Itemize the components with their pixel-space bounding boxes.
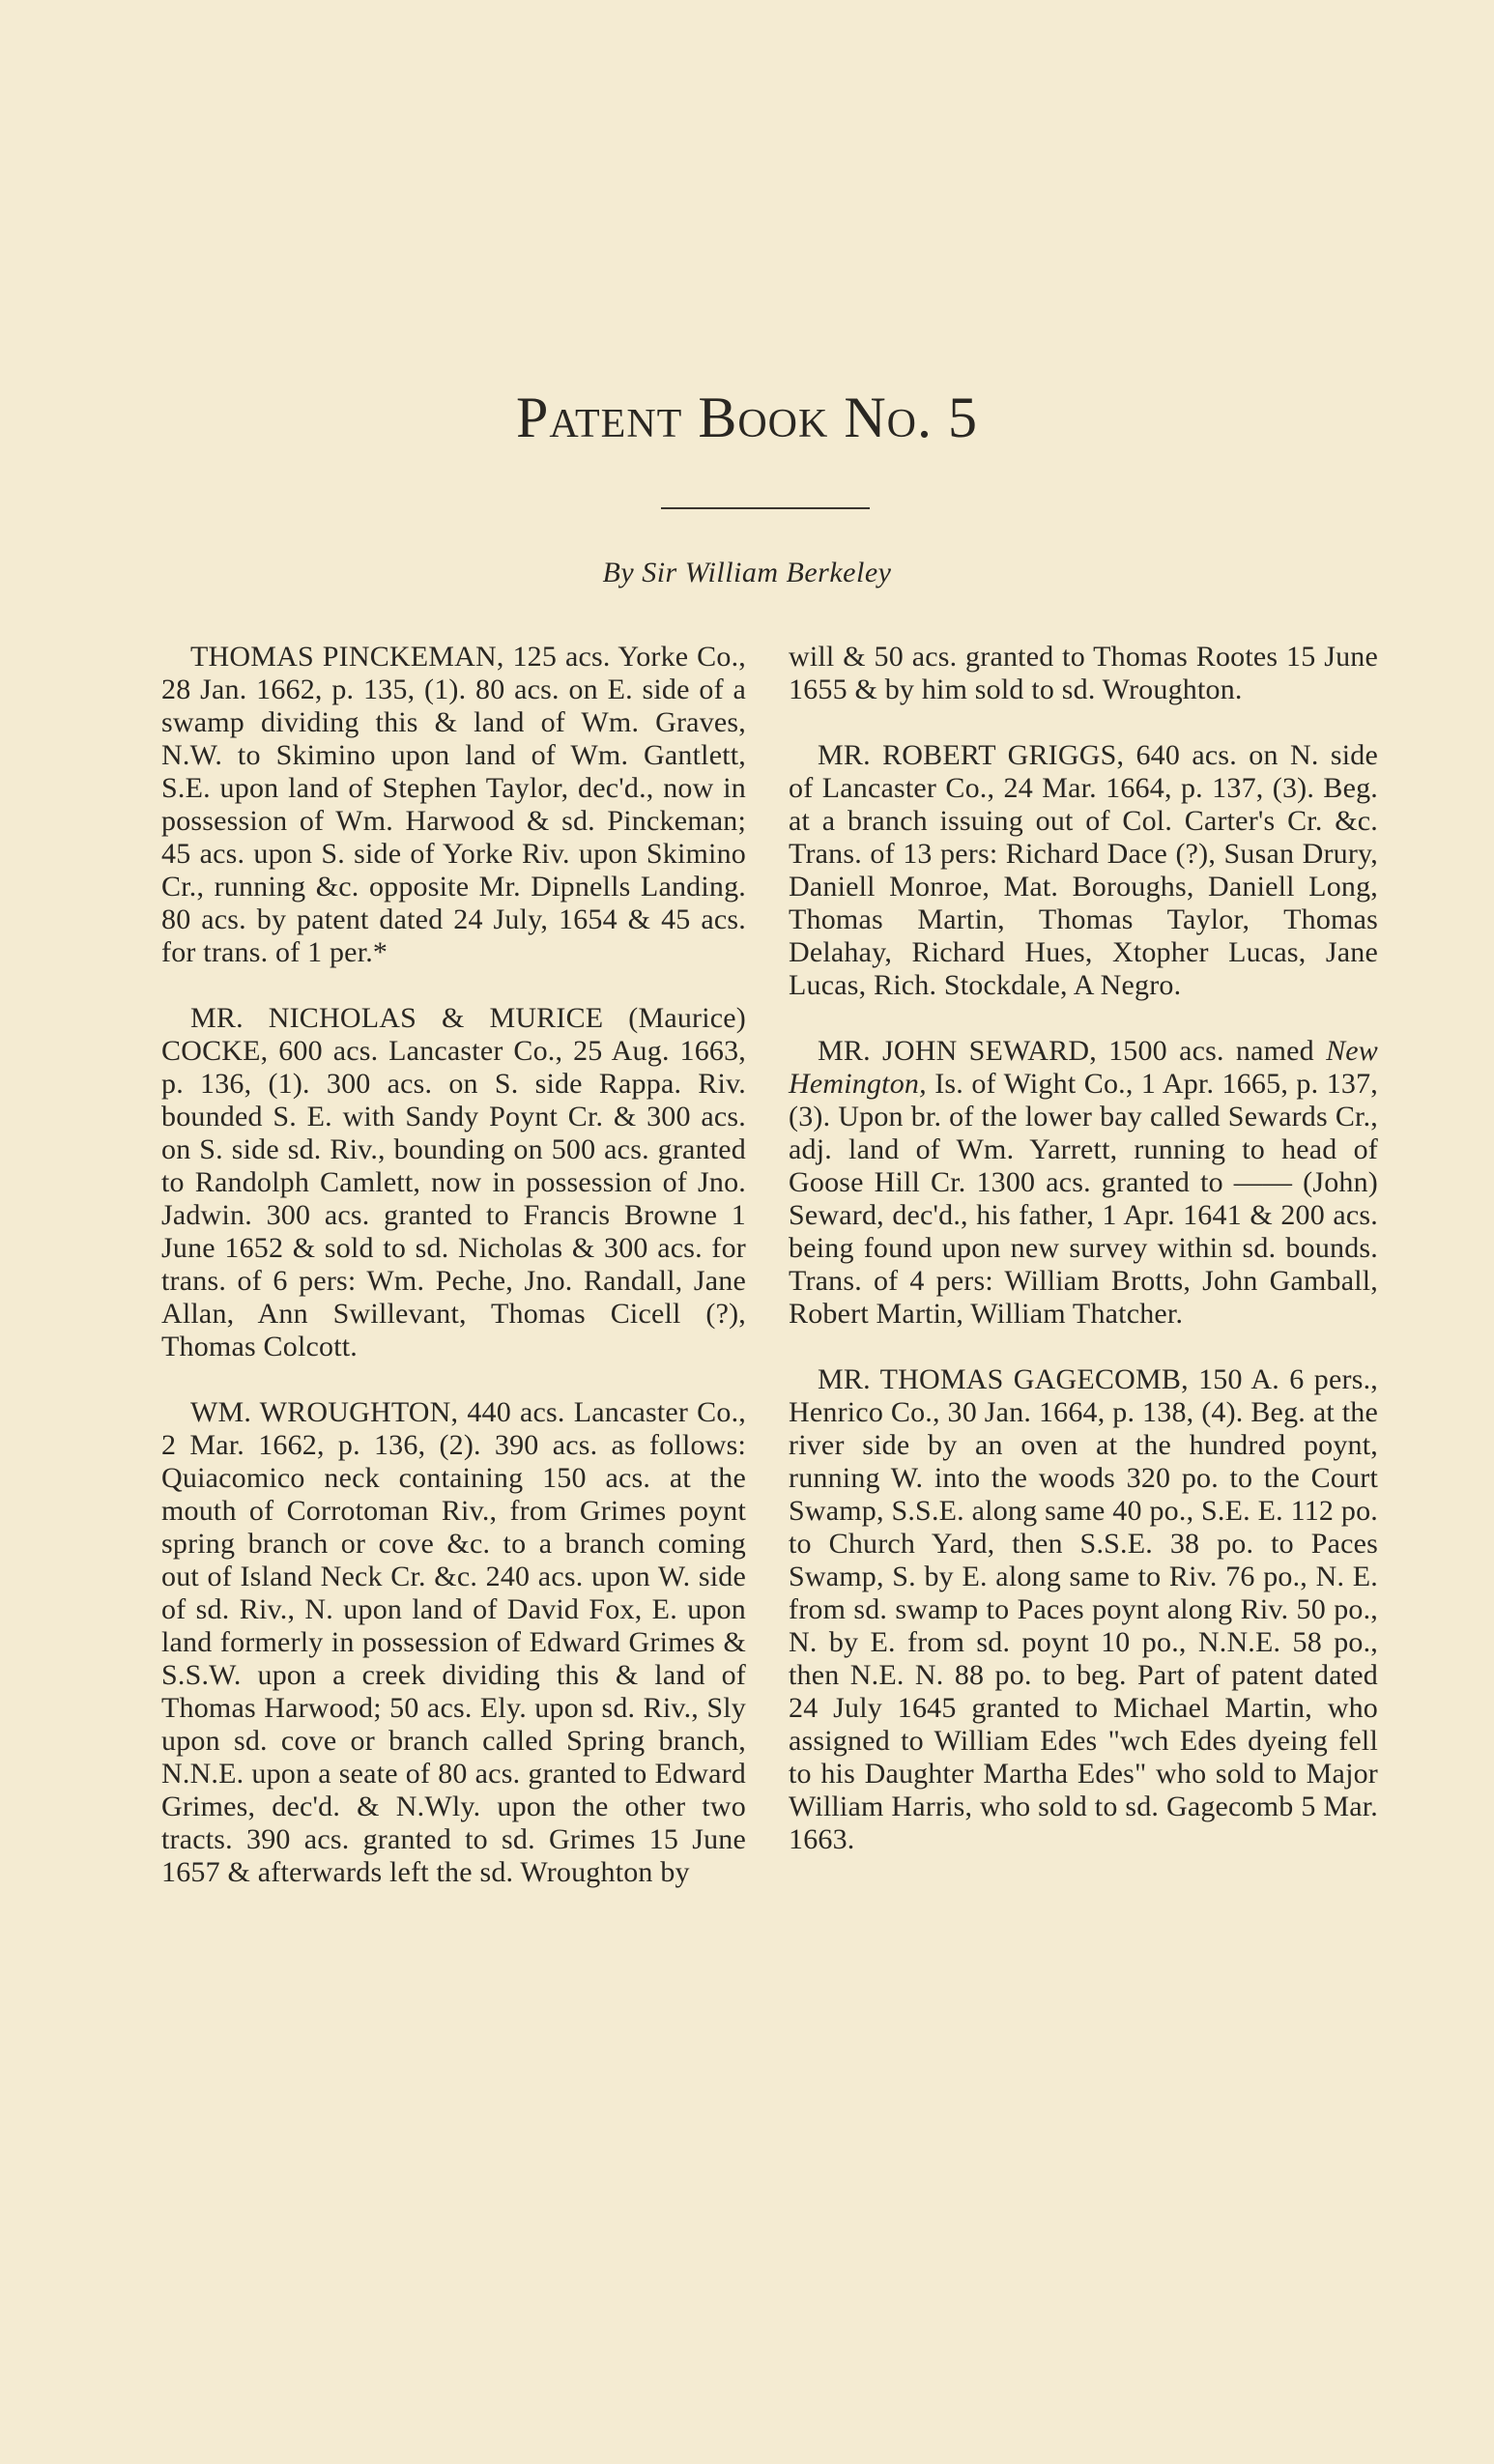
entry-wm-wroughton-continued: will & 50 acs. granted to Thomas Rootes 15 June 1655 & by him sold to sd. Wroughton. [789, 641, 1378, 705]
entry-robert-griggs: MR. ROBERT GRIGGS, 640 acs. on N. side of Lancaster Co., 24 Mar. 1664, p. 137, (3). Beg. at a branch issuing out of Col. Carter's Cr. &c. Trans. of 13 pers: Richard Dace (?), Susan Drury, Daniell Monroe, Mat. Boroughs, Daniell Long, Thomas Martin, Thomas Taylor, Thomas Delahay, Richard Hues, Xtopher Lucas, Jane Lucas, Rich. Stockdale, A Negro. [789, 739, 1378, 1001]
right-column [789, 641, 1378, 1856]
place-name: New Hemington, [789, 1035, 1378, 1100]
entry-john-seward-text-rest: Is. of Wight Co., 1 Apr. 1665, p. 137, (3). Upon br. of the lower bay called Sewards Cr., adj. land of Wm. Yarrett, running to head of Goose Hill Cr. 1300 acs. granted to —— (John) Seward, dec'd., his father, 1 Apr. 1641 & 200 acs. being found upon new survey within sd. bounds. Trans. of 4 pers: William Brotts, John Gamball, Robert Martin, William Thatcher. [789, 1068, 1378, 1330]
byline: By Sir William Berkeley [602, 557, 892, 588]
entry-thomas-pinckeman: THOMAS PINCKEMAN, 125 acs. Yorke Co., 28 Jan. 1662, p. 135, (1). 80 acs. on E. side of a swamp dividing this & land of Wm. Graves, N.W. to Skimino upon land of Wm. Gantlett, S.E. upon land of Stephen Taylor, dec'd., now in possession of Wm. Harwood & sd. Pinckeman; 45 acs. upon S. side of Yorke Riv. upon Skimino Cr., running &c. opposite Mr. Dipnells Landing. 80 acs. by patent dated 24 July, 1654 & 45 acs. for trans. of 1 per.* [161, 641, 746, 968]
entry-nicholas-murice-cocke: MR. NICHOLAS & MURICE (Maurice) COCKE, 600 acs. Lancaster Co., 25 Aug. 1663, p. 136, (1). 300 acs. on S. side Rappa. Riv. bounded S. E. with Sandy Poynt Cr. & 300 acs. on S. side sd. Riv., bounding on 500 acs. granted to Randolph Camlett, now in possession of Jno. Jadwin. 300 acs. granted to Francis Browne 1 June 1652 & sold to sd. Nicholas & 300 acs. for trans. of 6 pers: Wm. Peche, Jno. Randall, Jane Allan, Ann Swillevant, Thomas Cicell (?), Thomas Colcott. [161, 1002, 746, 1362]
entry-john-seward [789, 1035, 1378, 1331]
entry-wm-wroughton: WM. WROUGHTON, 440 acs. Lancaster Co., 2 Mar. 1662, p. 136, (2). 390 acs. as follows: Quiacomico neck containing 150 acs. at the mouth of Corrotoman Riv., from Grimes poynt spring branch or cove &c. to a branch coming out of Island Neck Cr. &c. 240 acs. upon W. side of sd. Riv., N. upon land of David Fox, E. upon land formerly in possession of Edward Grimes & S.S.W. upon a creek dividing this & land of Thomas Harwood; 50 acs. Ely. upon sd. Riv., Sly upon sd. cove or branch called Spring branch, N.N.E. upon a seate of 80 acs. granted to Edward Grimes, dec'd. & N.Wly. upon the other two tracts. 390 acs. granted to sd. Grimes 15 June 1657 & afterwards left the sd. Wroughton by [161, 1396, 746, 1888]
page-title: Patent Book No. 5 [515, 386, 978, 449]
entry-john-seward-text: MR. JOHN SEWARD, 1500 acs. named [818, 1035, 1327, 1067]
entry-thomas-gagecomb: MR. THOMAS GAGECOMB, 150 A. 6 pers., Henrico Co., 30 Jan. 1664, p. 138, (4). Beg. at the river side by an oven at the hundred poynt, running W. into the woods 320 po. to the Court Swamp, S.S.E. along same 40 po., S.E. E. 112 po. to Church Yard, then S.S.E. 38 po. to Paces Swamp, S. by E. along same to Riv. 76 po., N. E. from sd. swamp to Paces poynt along Riv. 50 po., N. by E. from sd. poynt 10 po., N.N.E. 58 po., then N.E. N. 88 po. to beg. Part of patent dated 24 July 1645 granted to Michael Martin, who assigned to William Edes "wch Edes dyeing fell to his Daughter Martha Edes" who sold to Major William Harris, who sold to sd. Gagecomb 5 Mar. 1663. [789, 1363, 1378, 1855]
left-column [161, 641, 746, 1889]
title-rule [661, 507, 870, 509]
